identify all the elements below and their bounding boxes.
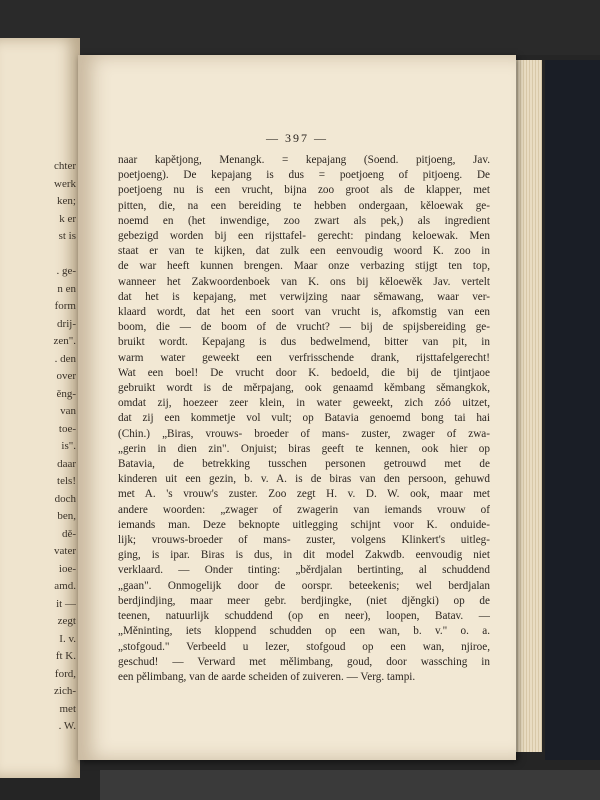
left-page-fragment: dě- (61, 527, 76, 540)
text-line: een pělimbang, van de aarde scheiden of zuiveren. — Verg. tampi. (118, 670, 416, 683)
left-page-fragment: doch (54, 492, 76, 505)
left-page-fragment: met (59, 702, 76, 715)
text-line: „gerin in dien zin". Onjuist; biras geeft te kennen, ook hier op (118, 442, 490, 455)
left-page-fragment: ken; (57, 195, 76, 207)
text-line: dat het is kepajang, met verwijzing naar sěmawang, waar ver- (118, 290, 490, 303)
book-cover-edge (545, 60, 600, 760)
left-page-fragment: zegt (57, 615, 76, 627)
left-page-fragment: daar (57, 457, 76, 470)
text-line: „stofgoud." Verbeeld u lezer, stofgoud op een wan, njiroe, (118, 640, 490, 653)
left-page-fragment: . W. (58, 720, 76, 732)
left-page-fragment: toe- (58, 422, 76, 435)
left-page-fragment: . ge- (56, 265, 76, 277)
left-page-fragment: werk (54, 177, 76, 190)
text-line: de war heeft kunnen brengen. Maar onze verbazing stijgt ten top, (118, 260, 490, 273)
page-body-text (118, 153, 490, 685)
left-page-fragment: is". (61, 440, 76, 452)
text-line: omdat zij, hoezeer zeer klein, in water geweekt, zich zóó uitzet, (118, 397, 490, 410)
left-page-fragment: . den (54, 352, 76, 365)
left-page-fragment: I. v. (59, 632, 76, 645)
text-line: teenen, natuurlijk schuddend (op en neer), loopen, Batav. — (118, 610, 490, 623)
left-page-fragment: zich- (54, 685, 76, 697)
text-line: pitten, die, na een bereiding te hebben ondergaan, kěloewak ge- (118, 199, 490, 212)
text-line: dat zij een kommetje vol vult; op Batavia genoemd bong tai hai (118, 412, 490, 425)
text-line: noemd en (het inwendige, zoo zwart als pek,) als ingredient (118, 214, 490, 227)
text-line: poetjoeng). De kepajang is dus = poetjoeng of pitjoeng. De (118, 169, 490, 182)
text-line: met A. 's vrouw's zuster. Zoo zegt H. v. D. W. ook, maar met (118, 488, 490, 501)
left-page (0, 38, 80, 778)
left-page-fragment: k er (59, 212, 76, 225)
text-line: poetjoeng nu is een vrucht, bijna zoo groot als de klapper, met (118, 184, 490, 197)
left-page-fragment: ben, (57, 510, 76, 522)
text-line: Wat een boel! De vrucht door K. bedoeld, die bij de tjintjaoe (118, 366, 490, 379)
right-page (78, 55, 516, 760)
text-line: staat er van te kijken, dat zulk een eenvoudig woord K. zoo in (118, 245, 490, 258)
left-page-fragment: van (60, 405, 76, 417)
text-line: bruikt wordt. Kepajang is dus bedwelmend, bitter van pit, in (118, 336, 490, 349)
left-page-fragment: n en (57, 282, 76, 295)
text-line: „Měninting, iets kloppend schudden op een wan, b. v." o. a. (118, 625, 490, 638)
text-line: warm water geweekt een verfrisschende drank, rijsttafelgerecht! (118, 351, 490, 364)
left-page-fragment: drij- (57, 317, 76, 330)
left-page-fragment: vater (54, 545, 76, 557)
left-page-fragment: over (56, 370, 76, 382)
left-page-fragment: zen". (53, 335, 76, 347)
left-page-fragment: amd. (54, 580, 76, 592)
left-page-fragment: chter (54, 160, 76, 172)
left-page-fragment: it — (56, 597, 76, 610)
page-number: — 397 — (266, 131, 328, 145)
text-line: lijk; vrouws-broeder of mans- zuster, volgens Klinkert's uitleg- (118, 534, 490, 547)
text-line: naar kapětjong, Menangk. = kepajang (Soend. pitjoeng, Jav. (118, 154, 490, 166)
text-line: boom, die — de boom of de vrucht? — bij de spijsbereiding ge- (118, 321, 490, 334)
left-page-fragment: ioe- (58, 562, 76, 575)
text-line: gebruikt wordt is de měrpajang, ook genaamd kěmbang sěmangkok, (118, 382, 490, 395)
left-page-fragment: st is (58, 230, 76, 242)
page-stack-edge (512, 60, 542, 752)
text-line: gebezigd worden bij een rijsttafel- gerecht: pindang keloewak. Men (118, 230, 490, 243)
text-line: (Chin.) „Biras, vrouws- broeder of mans- zuster, zwager of zwa- (118, 427, 490, 440)
text-line: verklaard. — Onder tinting: „běrdjalan bertinting, al schuddend (118, 564, 490, 577)
text-line: kinderen uit een gezin, b. v. A. is de biras van den persoon, gehuwd (118, 473, 490, 486)
left-page-fragment: form (54, 300, 76, 312)
left-page-fragment: ford, (54, 667, 76, 680)
left-page-fragment: ft K. (55, 650, 76, 662)
text-line: wanneer het Zakwoordenboek van K. ons bij kěloewěk Jav. vertelt (118, 275, 490, 288)
text-line: iemands man. Deze beknopte uitlegging schijnt voor K. onduide- (118, 518, 490, 531)
text-line: „gaan". Onmogelijk door de oorspr. beteekenis; wel berdjalan (118, 579, 490, 592)
scanner-top-edge (0, 0, 600, 55)
text-line: ging, is ipar. Biras is dus, in dit model Zakwdb. eenvoudig niet (118, 549, 490, 562)
text-line: andere woorden: „zwager of zwagerin van iemands vrouw of (118, 503, 490, 516)
text-line: klaard wordt, dat het een soort van vrucht is, afkomstig van een (118, 306, 490, 319)
text-line: berdjindjing, maar meer gebr. berdjingke, (niet djěngki) op de (118, 594, 490, 607)
left-page-fragment: tels! (57, 475, 76, 487)
scanner-bottom-edge (100, 770, 600, 800)
text-line: geschud! — Verward met mělimbang, goud, door wassching in (118, 655, 490, 668)
left-page-fragment: ěng- (56, 387, 76, 400)
text-line: Batavia, de betrekking tusschen personen getrouwd met de (118, 458, 490, 471)
